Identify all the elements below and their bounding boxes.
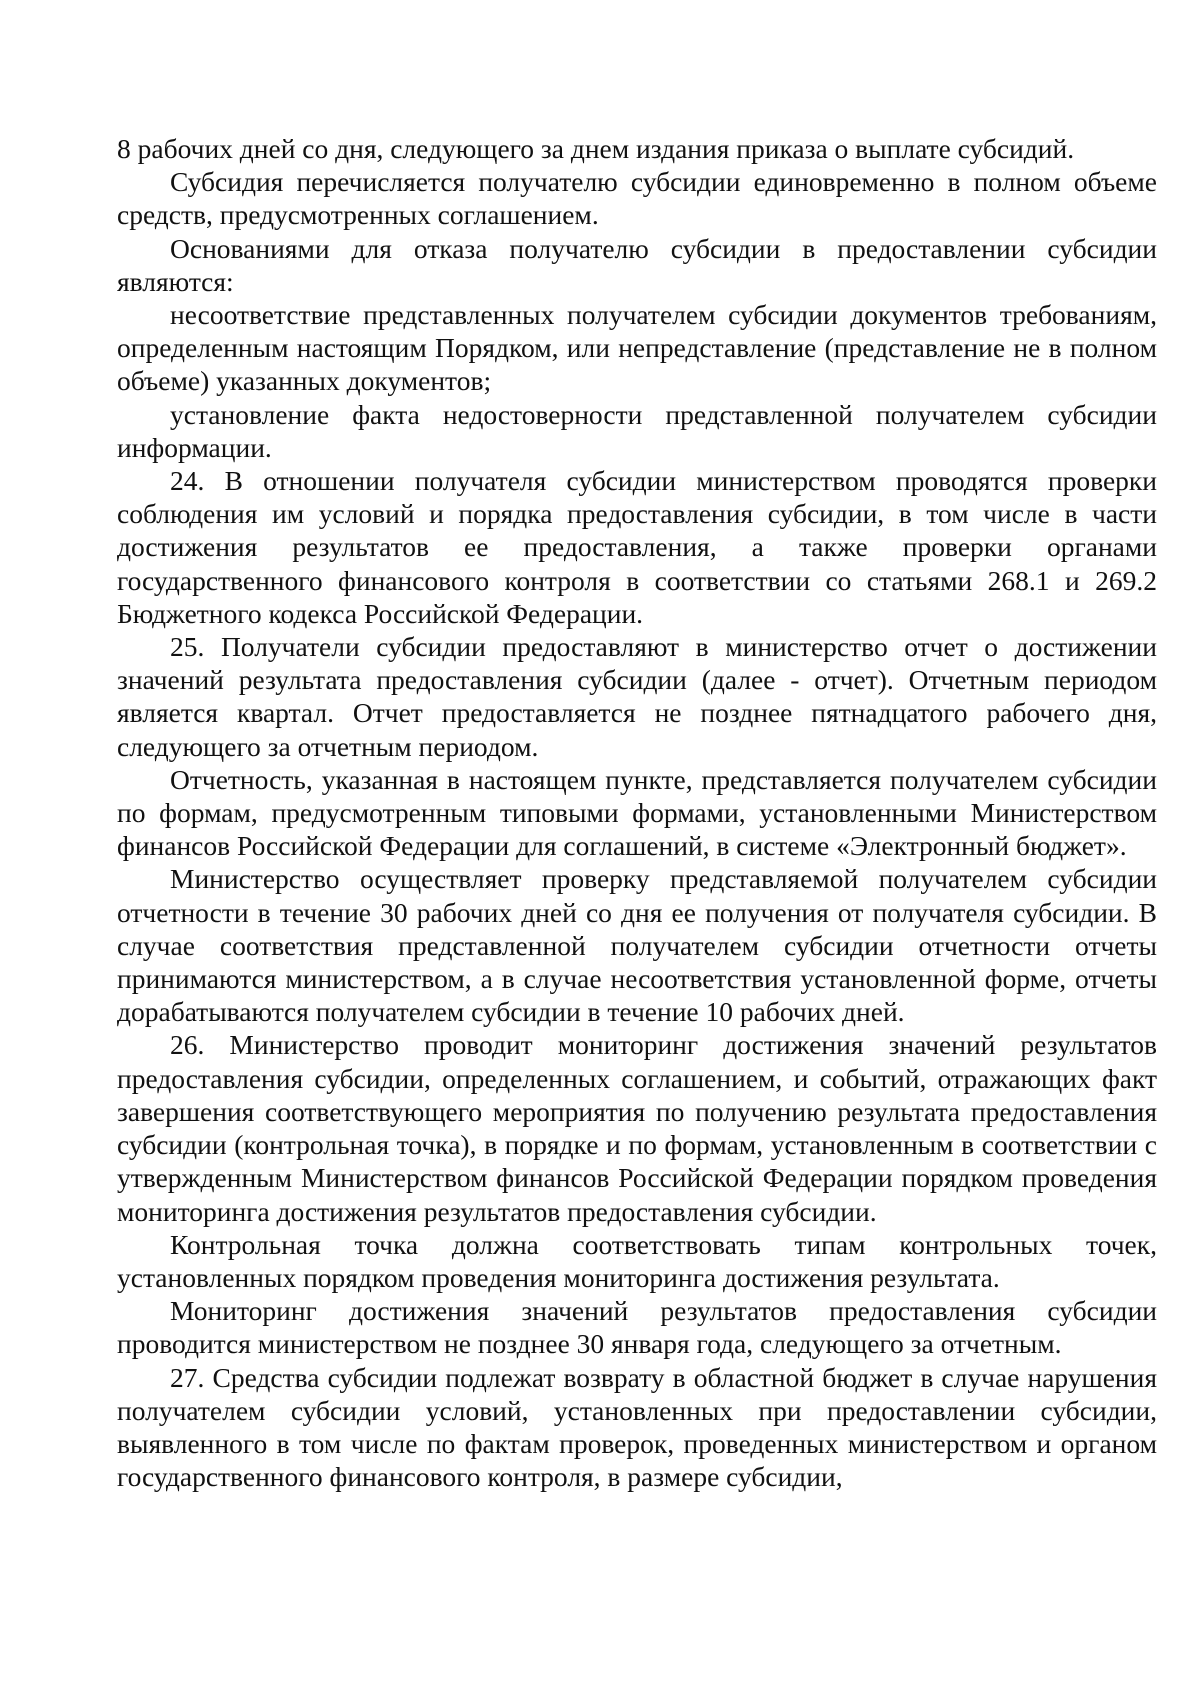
paragraph-clause-27: 27. Средства субсидии подлежат возврату в областной бюджет в случае нарушения получателем субсидии условий, установленных при предоставлении субсидии, выявленного в том числе по фактам проверок, проведенных министерством и органом государственного финансового контроля, в размере субсидии, <box>117 1361 1157 1493</box>
paragraph-reporting-forms: Отчетность, указанная в настоящем пункте, представляется получателем субсидии по формам, предусмотренным типовыми формами, установленными Министерством финансов Российской Федерации для соглашений, в системе «Электронный бюджет». <box>117 763 1157 862</box>
paragraph-clause-24: 24. В отношении получателя субсидии министерством проводятся проверки соблюдения им условий и порядка предоставления субсидии, в том числе в части достижения результатов ее предоставления, а также проверки органами государственного финансового контроля в соответствии со статьями 268.1 и 269.2 Бюджетного кодекса Российской Федерации. <box>117 465 1157 629</box>
paragraph-report-verification: Министерство осуществляет проверку представляемой получателем субсидии отчетности в течение 30 рабочих дней со дня ее получения от получателя субсидии. В случае соответствия представленной получателем субсидии отчетности отчеты принимаются министерством, а в случае несоответствия установленной форме, отчеты дорабатываются получателем субсидии в течение 10 рабочих дней. <box>117 863 1157 1028</box>
document-page <box>117 132 1157 1493</box>
paragraph-subsidy-transfer: Субсидия перечисляется получателю субсидии единовременно в полном объеме средств, предусмотренных соглашением. <box>117 166 1157 231</box>
paragraph-refusal-inaccuracy: установление факта недостоверности представленной получателем субсидии информации. <box>117 398 1157 463</box>
paragraph-continuation: 8 рабочих дней со дня, следующего за днем издания приказа о выплате субсидий. <box>117 133 1075 164</box>
paragraph-clause-25: 25. Получатели субсидии предоставляют в министерство отчет о достижении значений результата предоставления субсидии (далее - отчет). Отчетным периодом является квартал. Отчет предоставляется не позднее пятнадцатого рабочего дня, следующего за отчетным периодом. <box>117 631 1157 762</box>
paragraph-refusal-nonconformity: несоответствие представленных получателем субсидии документов требованиям, определенным настоящим Порядком, или непредставление (представление не в полном объеме) указанных документов; <box>117 299 1157 397</box>
paragraph-control-point: Контрольная точка должна соответствовать типам контрольных точек, установленных порядком проведения мониторинга достижения результата. <box>117 1228 1157 1293</box>
paragraph-refusal-grounds: Основаниями для отказа получателю субсидии в предоставлении субсидии являются: <box>117 232 1157 297</box>
paragraph-clause-26: 26. Министерство проводит мониторинг достижения значений результатов предоставления субсидии, определенных соглашением, и событий, отражающих факт завершения соответствующего мероприятия по получению результата предоставления субсидии (контрольная точка), в порядке и по формам, установленным в соответствии с утвержденным Министерством финансов Российской Федерации порядком проведения мониторинга достижения результатов предоставления субсидии. <box>117 1029 1157 1227</box>
paragraph-monitoring-deadline: Мониторинг достижения значений результатов предоставления субсидии проводится министерством не позднее 30 января года, следующего за отчетным. <box>117 1295 1157 1360</box>
